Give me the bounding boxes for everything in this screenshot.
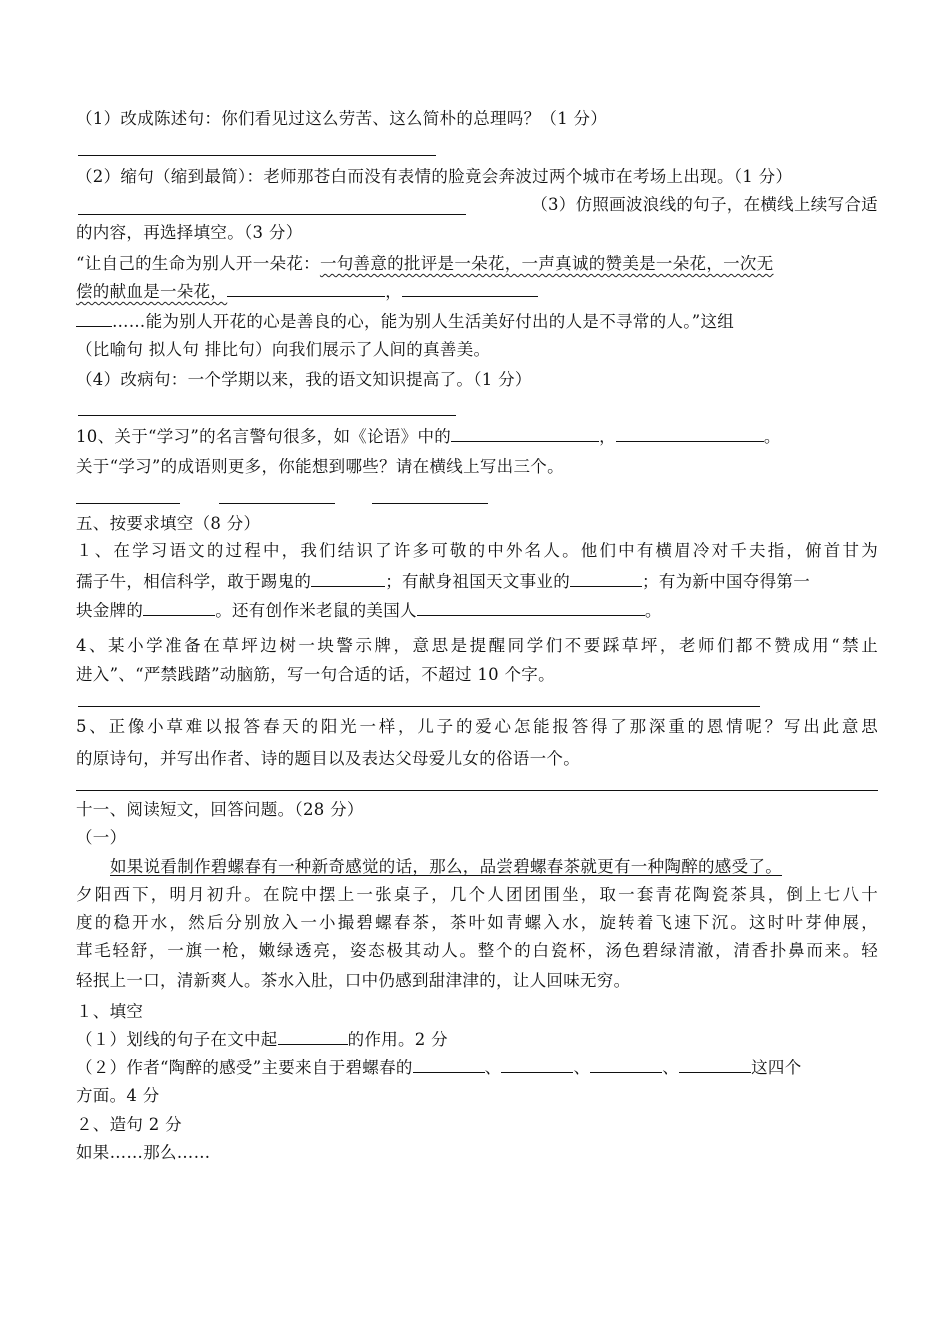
- separator: ，: [599, 427, 616, 446]
- question-5-1: [76, 571, 878, 593]
- underlined-sentence: 如果说看制作碧螺春有一种新奇感觉的话，那么，品尝碧螺春茶就更有一种陶醉的感受了。: [110, 857, 782, 876]
- quote-line: [76, 311, 878, 333]
- answer-line[interactable]: [76, 503, 180, 504]
- question-5-5: 5、正像小草难以报答春天的阳光一样，儿子的爱心怎能报答得了那深重的恩情呢？写出此意思: [76, 717, 878, 736]
- passage-line: 茸毛轻舒，一旗一枪，嫩绿透亮，姿态极其动人。整个的白瓷杯，汤色碧绿清澈，清香扑鼻而来。轻: [76, 941, 878, 960]
- fill-blank[interactable]: [311, 571, 385, 587]
- question-10-idioms: 关于“学习”的成语则更多，你能想到哪些？请在横线上写出三个。: [76, 457, 564, 476]
- answer-line: [78, 155, 436, 156]
- question-rewrite-declarative: （1）改成陈述句：你们看见过这么劳苦、这么简朴的总理吗？（1 分）: [76, 109, 608, 128]
- question-text: 这四个: [751, 1058, 802, 1077]
- fill-blank[interactable]: [501, 1057, 573, 1073]
- passage-line: 度的稳开水，然后分别放入一小撮碧螺春茶，茶叶如青螺入水，旋转着飞速下沉。这时叶芽伸展，: [76, 913, 878, 932]
- question-text: 。: [644, 601, 662, 620]
- choice-options: （比喻句 拟人句 排比句）向我们展示了人间的真善美。: [76, 340, 491, 359]
- answer-line: [78, 214, 466, 215]
- task-1-2: 方面。4 分: [76, 1086, 160, 1105]
- passage-line: 轻抿上一口，清新爽人。茶水入肚，口中仍感到甜津津的，让人回味无穷。: [76, 971, 631, 990]
- fill-blank[interactable]: [402, 281, 538, 297]
- question-shorten-sentence: （2）缩句（缩到最简）：老师那苍白而没有表情的脸竟会奔波过两个城市在考场上出现。（1 分）: [76, 167, 793, 186]
- answer-line[interactable]: [76, 790, 878, 791]
- fill-blank[interactable]: [590, 1057, 662, 1073]
- separator: 、: [484, 1058, 502, 1077]
- fill-blank[interactable]: [417, 600, 645, 616]
- question-text: 的内容，再选择填空。（3 分）: [76, 223, 303, 242]
- quote-line: [76, 253, 878, 275]
- fill-blank[interactable]: [227, 281, 385, 297]
- fill-blank[interactable]: [616, 426, 764, 442]
- answer-line: [78, 415, 456, 416]
- question-5-5: 的原诗句，并写出作者、诗的题目以及表达父母爱儿女的俗语一个。: [76, 749, 580, 768]
- passage-label: （一）: [76, 828, 127, 847]
- question-text: ；有为新中国夺得第一: [642, 572, 811, 591]
- passage-line: [76, 856, 912, 878]
- fill-blank[interactable]: [679, 1057, 751, 1073]
- question-5-4: 进入”、“严禁践踏”动脑筋，写一句合适的话，不超过 10 个字。: [76, 665, 555, 684]
- question-text: （２）作者“陶醉的感受”主要来自于碧螺春的: [76, 1058, 413, 1077]
- question-text: ；有献身祖国天文事业的: [385, 572, 571, 591]
- question-10: [76, 426, 878, 448]
- quote-start: “让自己的生命为别人开一朵花：: [76, 254, 320, 273]
- question-fix-sentence: （4）改病句：一个学期以来，我的语文知识提高了。（1 分）: [76, 370, 532, 389]
- quote-end: ……能为别人开花的心是善良的心，能为别人生活美好付出的人是不寻常的人。”这组: [112, 312, 735, 331]
- answer-line[interactable]: [78, 706, 760, 707]
- task-2-title: ２、造句 2 分: [76, 1115, 182, 1134]
- fill-blank[interactable]: [76, 311, 112, 327]
- section-11-title: 十一、阅读短文，回答问题。（28 分）: [76, 800, 364, 819]
- answer-line[interactable]: [219, 503, 335, 504]
- question-5-4: 4、某小学准备在草坪边树一块警示牌，意思是提醒同学们不要踩草坪，老师们都不赞成用“禁止: [76, 636, 878, 655]
- passage-line: 夕阳西下，明月初升。在院中摆上一张桌子，几个人团团围坐，取一套青花陶瓷茶具，倒上七八十: [76, 885, 878, 904]
- task-1-2: [76, 1057, 878, 1079]
- question-text: 。还有创作米老鼠的美国人: [215, 601, 417, 620]
- separator: ，: [385, 282, 403, 301]
- question-imitate-sentence: （3）仿照画波浪线的句子，在横线上续写合适: [531, 195, 878, 214]
- quote-line: [76, 281, 878, 303]
- fill-blank[interactable]: [451, 426, 599, 442]
- fill-blank[interactable]: [278, 1029, 348, 1045]
- task-1-1: [76, 1029, 878, 1051]
- wavy-sentence: 偿的献血是一朵花，: [76, 282, 228, 301]
- question-text: 的作用。2 分: [347, 1030, 448, 1049]
- question-5-1: １、在学习语文的过程中，我们结识了许多可敬的中外名人。他们中有横眉冷对千夫指，俯首甘为: [76, 541, 878, 560]
- fill-blank[interactable]: [143, 600, 215, 616]
- question-text: 10、关于“学习”的名言警句很多，如《论语》中的: [76, 427, 452, 446]
- task-1-title: １、填空: [76, 1002, 144, 1021]
- section-5-title: 五、按要求填空（8 分）: [76, 514, 261, 533]
- fill-blank[interactable]: [570, 571, 642, 587]
- question-text: 孺子牛，相信科学，敢于踢鬼的: [76, 572, 312, 591]
- separator: 、: [573, 1058, 591, 1077]
- sentence-pattern: 如果……那么……: [76, 1143, 211, 1162]
- separator: 、: [662, 1058, 680, 1077]
- separator: 。: [763, 427, 781, 446]
- question-text: 块金牌的: [76, 601, 144, 620]
- wavy-sentence: 一句善意的批评是一朵花，一声真诚的赞美是一朵花，一次无: [319, 254, 774, 273]
- question-text: （１）划线的句子在文中起: [76, 1030, 278, 1049]
- question-5-1: [76, 600, 878, 622]
- fill-blank[interactable]: [413, 1057, 485, 1073]
- answer-line[interactable]: [372, 503, 488, 504]
